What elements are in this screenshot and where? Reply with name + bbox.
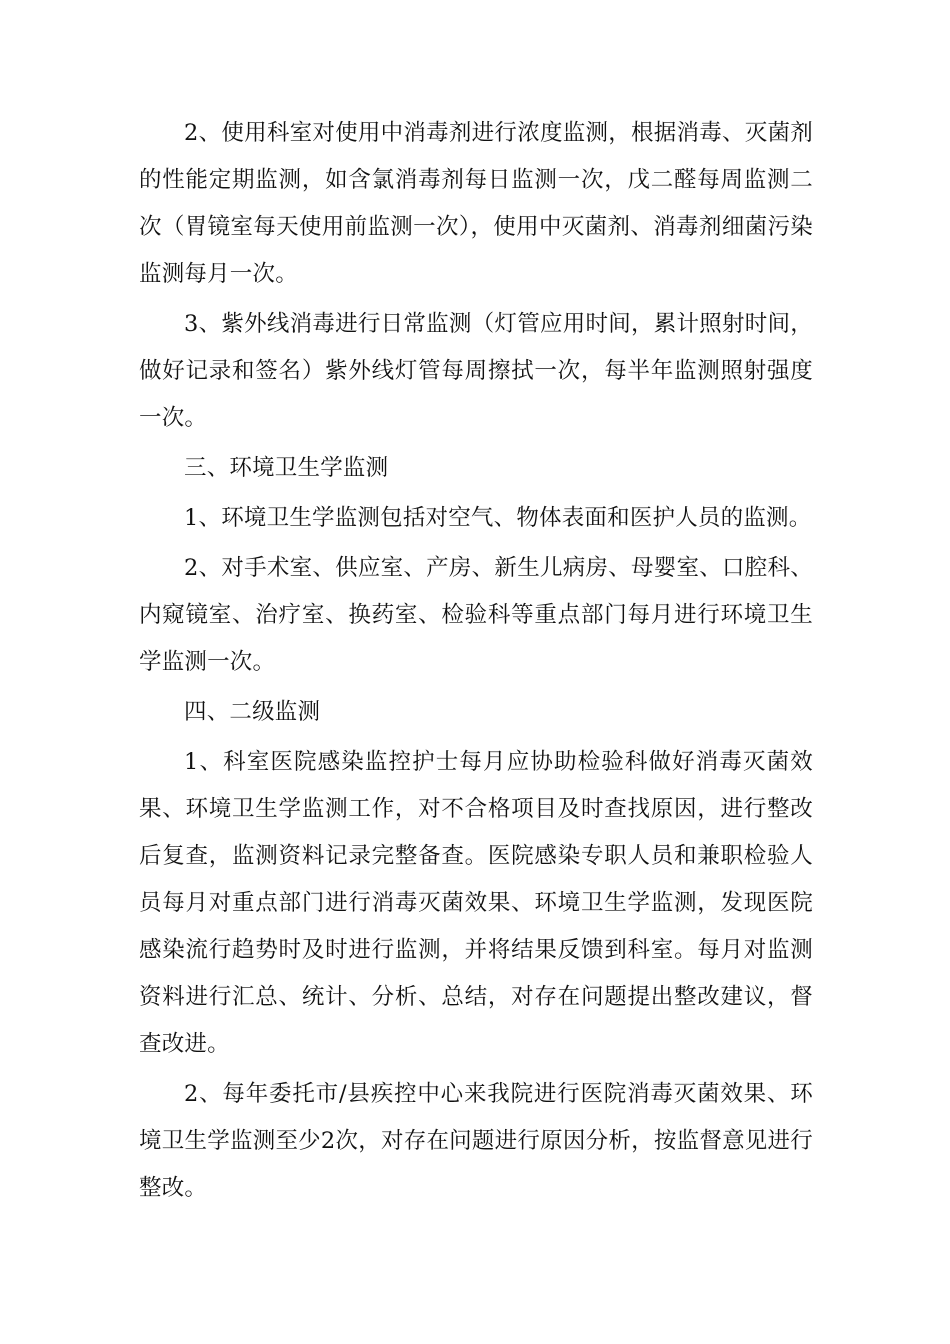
section-heading-secondary-monitoring: 四、二级监测 [184,699,321,725]
paragraph-department-nurse-monitoring: 1、科室医院感染监控护士每月应协助检验科做好消毒灭菌效果、环境卫生学监测工作，对不合格项目及时查找原因，进行整改后复查，监测资料记录完整备查。医院感染专职人员和兼职检验人员每月对重点部门进行消毒灭菌效果、环境卫生学监测，发现医院感染流行趋势时及时进行监测，并将结果反馈到科室。每月对监测资料进行汇总、统计、分析、总结，对存在问题提出整改建议，督查改进。 [139,749,813,1057]
paragraph-uv-monitoring: 3、紫外线消毒进行日常监测（灯管应用时间，累计照射时间，做好记录和签名）紫外线灯管每周擦拭一次，每半年监测照射强度一次。 [139,311,813,431]
document-body [139,110,813,1215]
paragraph-key-departments: 2、对手术室、供应室、产房、新生儿病房、母婴室、口腔科、内窥镜室、治疗室、换药室、检验科等重点部门每月进行环境卫生学监测一次。 [139,555,813,675]
section-heading-environmental-hygiene: 三、环境卫生学监测 [184,455,389,481]
paragraph-environmental-scope: 1、环境卫生学监测包括对空气、物体表面和医护人员的监测。 [184,505,812,531]
paragraph-disinfectant-monitoring: 2、使用科室对使用中消毒剂进行浓度监测，根据消毒、灭菌剂的性能定期监测，如含氯消毒剂每日监测一次，戊二醛每周监测二次（胃镜室每天使用前监测一次），使用中灭菌剂、消毒剂细菌污染监测每月一次。 [139,120,813,287]
paragraph-cdc-annual-monitoring: 2、每年委托市/县疾控中心来我院进行医院消毒灭菌效果、环境卫生学监测至少2次，对存在问题进行原因分析，按监督意见进行整改。 [139,1081,813,1201]
